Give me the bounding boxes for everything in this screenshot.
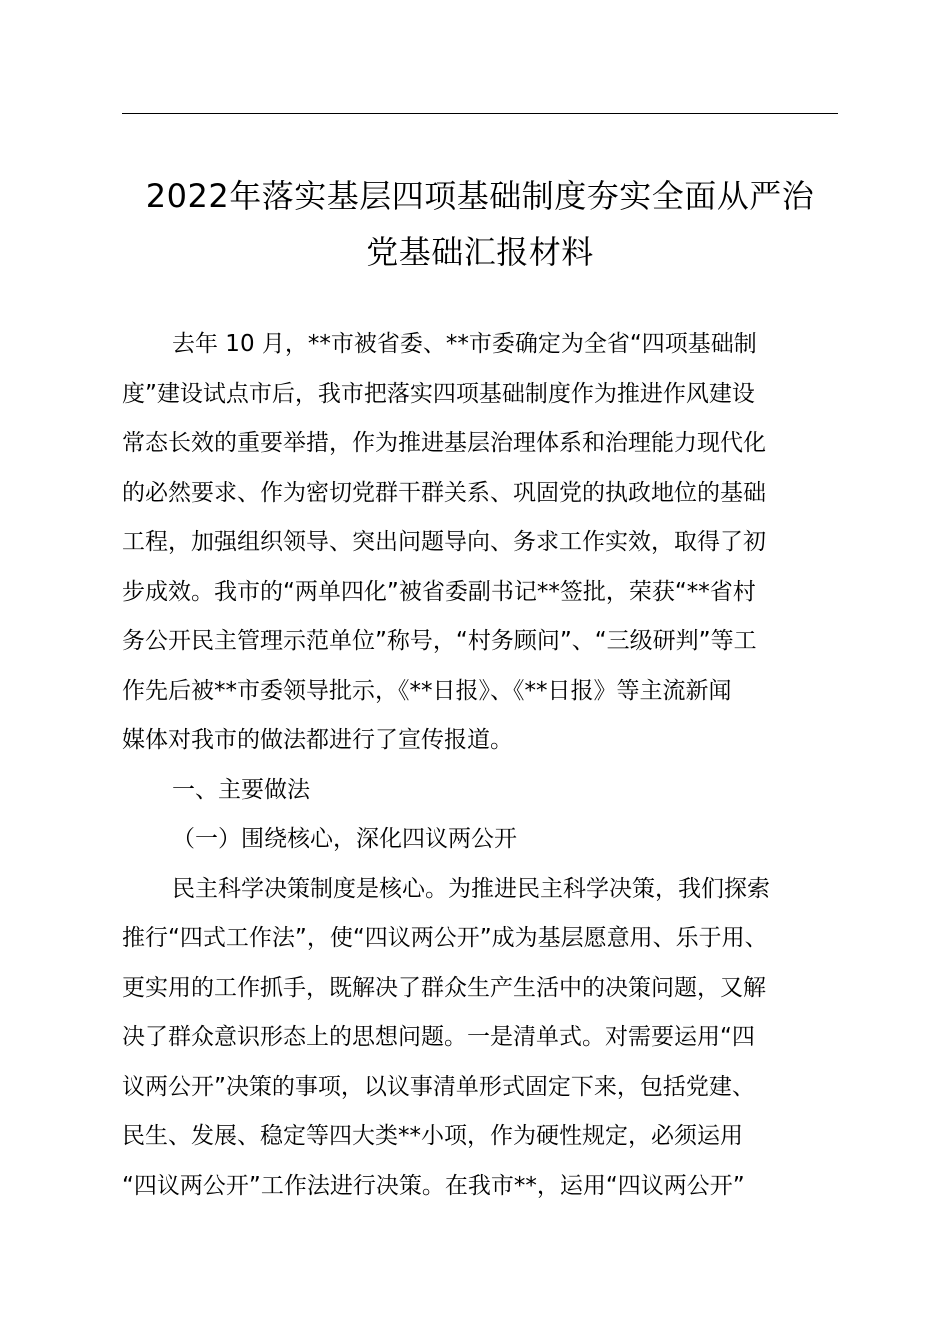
body-line: 民生、发展、稳定等四大类**小项，作为硬性规定，必须运用 bbox=[122, 1123, 743, 1149]
body-line: 步成效。我市的“两单四化”被省委副书记**签批，荣获“**省村 bbox=[122, 578, 756, 605]
body-line: 媒体对我市的做法都进行了宣传报道。 bbox=[122, 727, 513, 753]
title-line: 党基础汇报材料 bbox=[366, 233, 594, 271]
body-line: 去年 10 月，**市被省委、**市委确定为全省“四项基础制 bbox=[172, 331, 757, 357]
body-line: 务公开民主管理示范单位”称号，“村务顾问”、“三级研判”等工 bbox=[122, 628, 757, 654]
subsection-heading: （一）围绕核心，深化四议两公开 bbox=[172, 826, 517, 852]
document-title bbox=[110, 168, 850, 280]
header-rule bbox=[122, 113, 838, 114]
section-heading: 一、主要做法 bbox=[172, 776, 310, 803]
body-line: 决了群众意识形态上的思想问题。一是清单式。对需要运用“四 bbox=[122, 1024, 755, 1050]
body-line: 民主科学决策制度是核心。为推进民主科学决策，我们探索 bbox=[172, 875, 770, 902]
body-line: 工程，加强组织领导、突出问题导向、务求工作实效，取得了初 bbox=[122, 529, 766, 555]
body-line: 的必然要求、作为密切党群干群关系、巩固党的执政地位的基础 bbox=[122, 479, 766, 506]
body-line: 常态长效的重要举措，作为推进基层治理体系和治理能力现代化 bbox=[122, 430, 766, 456]
body-line: 议两公开”决策的事项，以议事清单形式固定下来，包括党建、 bbox=[122, 1073, 755, 1100]
body-line: 更实用的工作抓手，既解决了群众生产生活中的决策问题，又解 bbox=[122, 974, 766, 1001]
body-line: 度”建设试点市后，我市把落实四项基础制度作为推进作风建设 bbox=[122, 380, 755, 407]
document-body bbox=[122, 320, 842, 1211]
body-line: 推行“四式工作法”，使“四议两公开”成为基层愿意用、乐于用、 bbox=[122, 925, 768, 951]
title-line: 2022年落实基层四项基础制度夯实全面从严治 bbox=[145, 177, 815, 215]
body-line: 作先后被**市委领导批示，《**日报》、《**日报》等主流新闻 bbox=[122, 677, 732, 704]
body-line: “四议两公开”工作法进行决策。在我市**，运用“四议两公开” bbox=[122, 1172, 745, 1199]
